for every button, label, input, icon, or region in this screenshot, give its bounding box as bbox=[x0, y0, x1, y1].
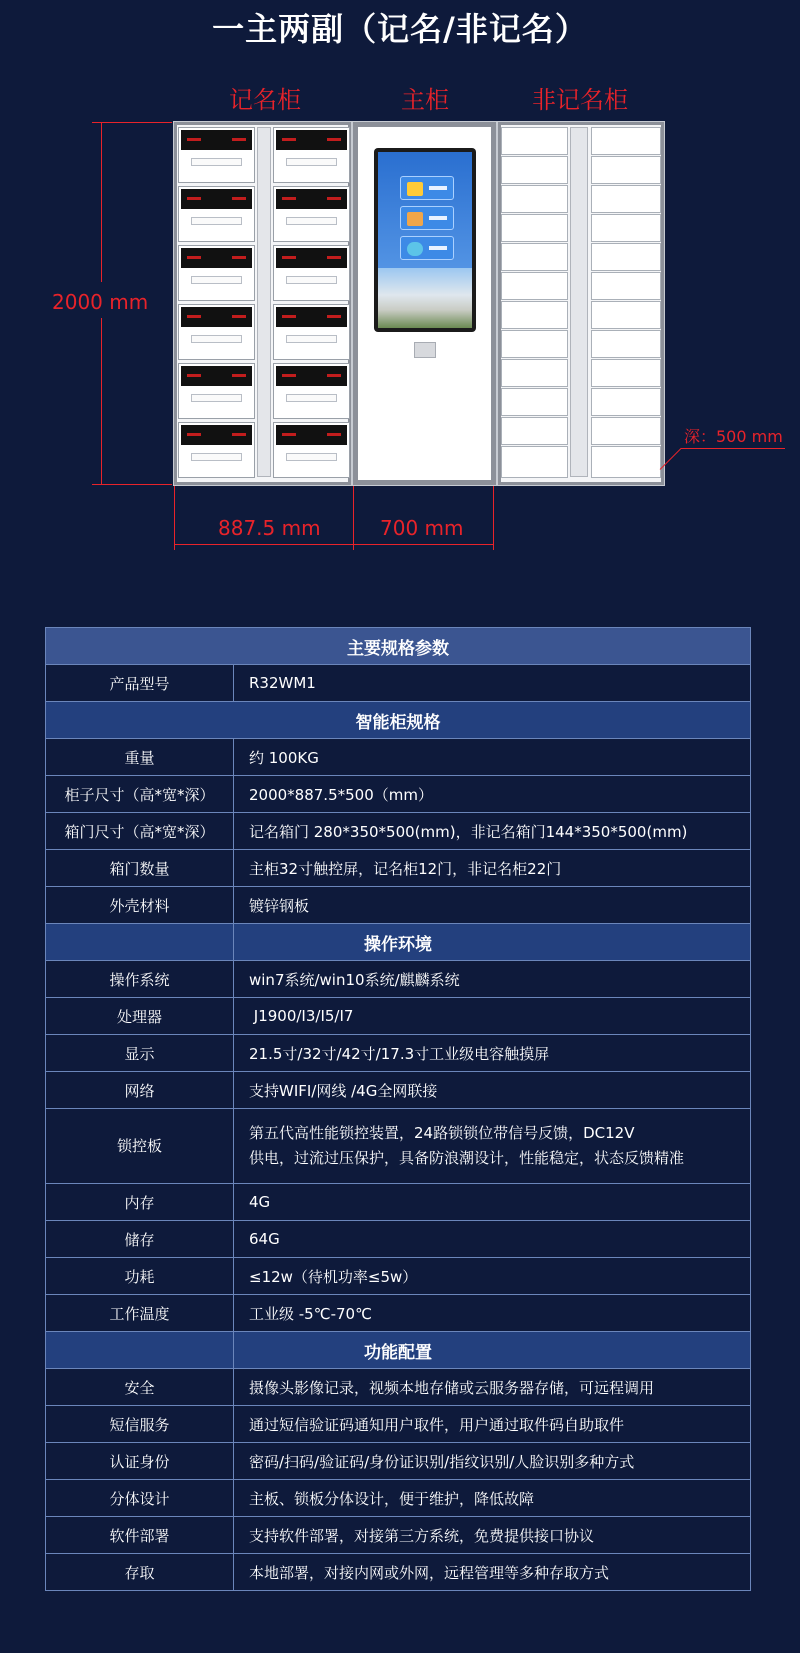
height-line-bottom bbox=[92, 484, 172, 485]
unnamed-door bbox=[501, 301, 568, 329]
unnamed-door bbox=[591, 446, 661, 478]
named-door bbox=[178, 186, 255, 242]
label-unnamed-cabinet: 非记名柜 bbox=[532, 86, 628, 114]
row-value-line: 供电，过流过压保护，具备防浪潮设计，性能稳定，状态反馈精准 bbox=[249, 1149, 685, 1167]
row-label: 重量 bbox=[46, 739, 234, 776]
table-row bbox=[46, 1035, 751, 1072]
store-button-icon bbox=[400, 176, 454, 200]
row-label: 分体设计 bbox=[46, 1480, 234, 1517]
row-value: 镀锌钢板 bbox=[234, 887, 751, 924]
section-blank-cell bbox=[46, 924, 234, 961]
unnamed-door bbox=[501, 272, 568, 300]
named-door bbox=[273, 127, 350, 183]
table-row bbox=[46, 1184, 751, 1221]
table-row bbox=[46, 1517, 751, 1554]
row-label: 柜子尺寸（高*宽*深） bbox=[46, 776, 234, 813]
building-photo bbox=[378, 268, 472, 328]
height-dimension: 2000 mm bbox=[52, 290, 149, 314]
named-door bbox=[178, 127, 255, 183]
unnamed-door bbox=[591, 214, 661, 242]
row-value: 21.5寸/32寸/42寸/17.3寸工业级电容触摸屏 bbox=[234, 1035, 751, 1072]
row-value: J1900/I3/I5/I7 bbox=[234, 998, 751, 1035]
row-label: 锁控板 bbox=[46, 1109, 234, 1184]
row-label: 软件部署 bbox=[46, 1517, 234, 1554]
table-row bbox=[46, 1554, 751, 1591]
admin-button-icon bbox=[400, 236, 454, 260]
unnamed-door bbox=[501, 388, 568, 416]
table-row bbox=[46, 1295, 751, 1332]
row-label: 安全 bbox=[46, 1369, 234, 1406]
width-tick-middle bbox=[353, 486, 354, 550]
row-value: 记名箱门 280*350*500(mm)，非记名箱门144*350*500(mm) bbox=[234, 813, 751, 850]
table-row bbox=[46, 887, 751, 924]
row-label: 储存 bbox=[46, 1221, 234, 1258]
row-value: R32WM1 bbox=[234, 665, 751, 702]
row-value: 主板、锁板分体设计，便于维护，降低故障 bbox=[234, 1480, 751, 1517]
unnamed-door bbox=[501, 185, 568, 213]
spec-table bbox=[45, 627, 751, 1591]
named-door bbox=[178, 245, 255, 301]
row-label: 显示 bbox=[46, 1035, 234, 1072]
row-label: 内存 bbox=[46, 1184, 234, 1221]
width-line-main bbox=[353, 544, 493, 545]
unnamed-door bbox=[591, 301, 661, 329]
depth-dimension: 深：500 mm bbox=[684, 427, 783, 446]
row-value: 支持软件部署，对接第三方系统，免费提供接口协议 bbox=[234, 1517, 751, 1554]
unnamed-door bbox=[501, 359, 568, 387]
table-row bbox=[46, 665, 751, 702]
row-label: 箱门尺寸（高*宽*深） bbox=[46, 813, 234, 850]
section-title-cabinet: 智能柜规格 bbox=[46, 702, 751, 739]
named-door bbox=[178, 304, 255, 360]
row-label: 功耗 bbox=[46, 1258, 234, 1295]
named-door bbox=[273, 304, 350, 360]
named-door bbox=[273, 422, 350, 478]
table-row bbox=[46, 813, 751, 850]
row-value: 密码/扫码/验证码/身份证识别/指纹识别/人脸识别多种方式 bbox=[234, 1443, 751, 1480]
unnamed-door bbox=[501, 243, 568, 271]
unnamed-door bbox=[591, 127, 661, 155]
touchscreen-display bbox=[378, 152, 472, 328]
row-value: win7系统/win10系统/麒麟系统 bbox=[234, 961, 751, 998]
named-door bbox=[273, 245, 350, 301]
card-reader-icon bbox=[414, 342, 436, 358]
width-tick-left bbox=[174, 486, 175, 550]
table-row bbox=[46, 998, 751, 1035]
unnamed-door bbox=[501, 127, 568, 155]
height-line-vertical bbox=[101, 122, 102, 282]
unnamed-door bbox=[591, 417, 661, 445]
row-value: 主柜32寸触控屏，记名柜12门，非记名柜22门 bbox=[234, 850, 751, 887]
section-blank-cell bbox=[46, 1332, 234, 1369]
table-row bbox=[46, 776, 751, 813]
pickup-button-icon bbox=[400, 206, 454, 230]
table-row bbox=[46, 1480, 751, 1517]
table-row bbox=[46, 1406, 751, 1443]
table-row bbox=[46, 1443, 751, 1480]
row-label: 箱门数量 bbox=[46, 850, 234, 887]
section-title-features: 功能配置 bbox=[234, 1332, 751, 1369]
page-title: 一主两副（记名/非记名） bbox=[212, 10, 588, 48]
unnamed-door bbox=[501, 330, 568, 358]
row-value: ≤12w（待机功率≤5w） bbox=[234, 1258, 751, 1295]
row-value: 本地部署，对接内网或外网，远程管理等多种存取方式 bbox=[234, 1554, 751, 1591]
row-label: 产品型号 bbox=[46, 665, 234, 702]
unnamed-door bbox=[501, 214, 568, 242]
section-title-environment: 操作环境 bbox=[234, 924, 751, 961]
height-line-vertical-lower bbox=[101, 318, 102, 484]
width-line-named bbox=[174, 544, 353, 545]
row-label: 工作温度 bbox=[46, 1295, 234, 1332]
row-value bbox=[234, 1109, 751, 1184]
named-cabinet-lock-strip bbox=[257, 127, 271, 477]
unnamed-door bbox=[591, 330, 661, 358]
touchscreen bbox=[374, 148, 476, 332]
spec-table-title: 主要规格参数 bbox=[46, 628, 751, 665]
table-row bbox=[46, 739, 751, 776]
row-value-line: 第五代高性能锁控装置，24路锁锁位带信号反馈，DC12V bbox=[249, 1124, 635, 1142]
row-label: 操作系统 bbox=[46, 961, 234, 998]
row-label: 存取 bbox=[46, 1554, 234, 1591]
table-row bbox=[46, 1072, 751, 1109]
row-value: 通过短信验证码通知用户取件，用户通过取件码自助取件 bbox=[234, 1406, 751, 1443]
row-value: 64G bbox=[234, 1221, 751, 1258]
width-tick-right bbox=[493, 486, 494, 550]
named-door bbox=[178, 422, 255, 478]
unnamed-door bbox=[591, 272, 661, 300]
table-row bbox=[46, 850, 751, 887]
unnamed-door bbox=[591, 243, 661, 271]
main-width-dimension: 700 mm bbox=[380, 516, 464, 540]
unnamed-door bbox=[501, 417, 568, 445]
table-row bbox=[46, 1109, 751, 1184]
table-row bbox=[46, 1369, 751, 1406]
row-label: 短信服务 bbox=[46, 1406, 234, 1443]
row-label: 处理器 bbox=[46, 998, 234, 1035]
unnamed-door bbox=[591, 185, 661, 213]
row-value: 支持WIFI/网线 /4G全网联接 bbox=[234, 1072, 751, 1109]
unnamed-door bbox=[591, 359, 661, 387]
label-named-cabinet: 记名柜 bbox=[229, 86, 301, 114]
row-label: 认证身份 bbox=[46, 1443, 234, 1480]
row-value: 摄像头影像记录，视频本地存储或云服务器存储，可远程调用 bbox=[234, 1369, 751, 1406]
row-value: 约 100KG bbox=[234, 739, 751, 776]
unnamed-door bbox=[591, 388, 661, 416]
depth-line-horizontal bbox=[681, 448, 785, 449]
unnamed-door bbox=[501, 446, 568, 478]
named-door bbox=[273, 186, 350, 242]
named-width-dimension: 887.5 mm bbox=[218, 516, 321, 540]
row-value: 工业级 -5℃-70℃ bbox=[234, 1295, 751, 1332]
named-door bbox=[178, 363, 255, 419]
row-value: 4G bbox=[234, 1184, 751, 1221]
height-line-top bbox=[92, 122, 172, 123]
table-row bbox=[46, 961, 751, 998]
table-row bbox=[46, 1258, 751, 1295]
row-label: 外壳材料 bbox=[46, 887, 234, 924]
unnamed-door bbox=[501, 156, 568, 184]
row-label: 网络 bbox=[46, 1072, 234, 1109]
named-door bbox=[273, 363, 350, 419]
unnamed-cabinet-lock-strip bbox=[570, 127, 588, 477]
table-row bbox=[46, 1221, 751, 1258]
row-value: 2000*887.5*500（mm） bbox=[234, 776, 751, 813]
unnamed-door bbox=[591, 156, 661, 184]
label-main-cabinet: 主柜 bbox=[401, 86, 449, 114]
